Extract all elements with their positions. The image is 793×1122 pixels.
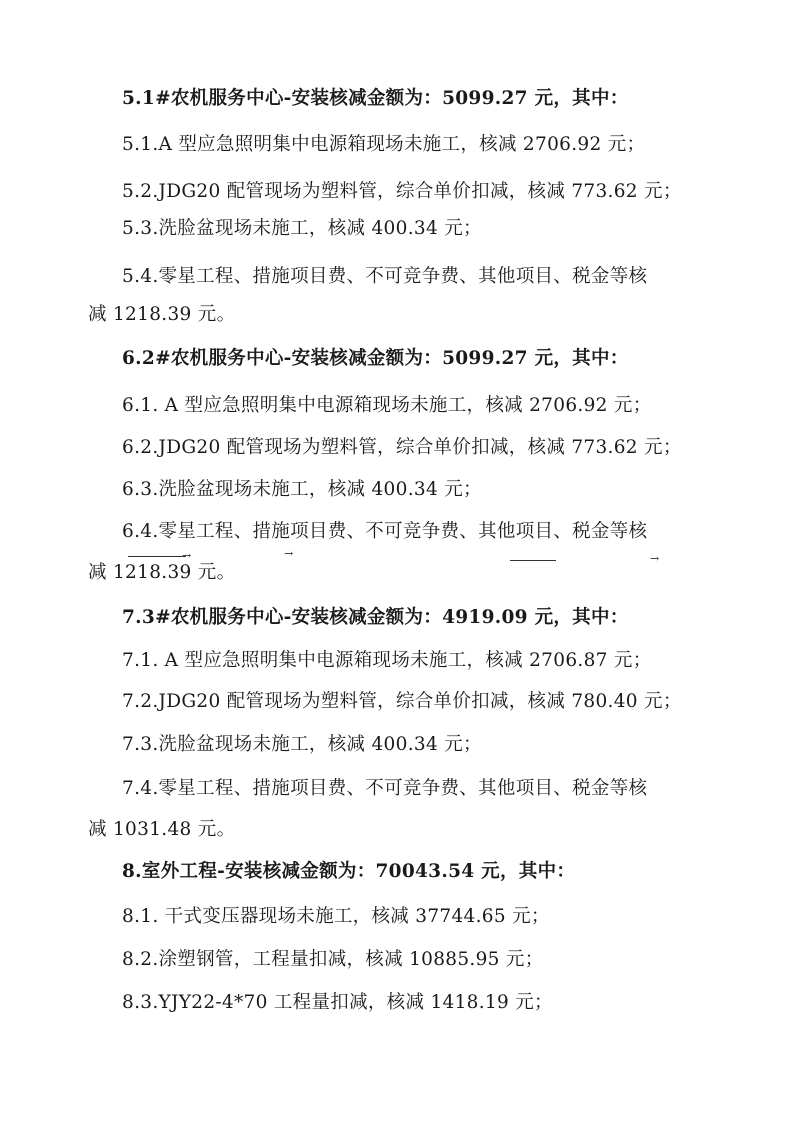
list-item: 8.2.涂塑钢管，工程量扣减，核减 10885.95 元； (122, 949, 544, 970)
list-item: 8.1. 干式变压器现场未施工，核减 37744.65 元； (122, 906, 550, 927)
list-item: 5.3.洗脸盆现场未施工，核减 400.34 元； (122, 218, 482, 239)
list-item: 7.4.零星工程、措施项目费、不可竞争费、其他项目、税金等核 (122, 778, 648, 799)
section-heading: 6.2#农机服务中心-安装核减金额为：5099.27 元，其中： (122, 348, 629, 369)
list-item: 7.2.JDG20 配管现场为塑料管，综合单价扣减，核减 780.40 元； (122, 691, 682, 712)
list-item-continuation: 减 1218.39 元。 (88, 304, 236, 325)
list-item: 5.4.零星工程、措施项目费、不可竞争费、其他项目、税金等核 (122, 266, 648, 287)
list-item: 5.2.JDG20 配管现场为塑料管，综合单价扣减，核减 773.62 元； (122, 181, 682, 202)
scan-mark: → (650, 552, 660, 565)
scan-mark (128, 556, 186, 557)
section-heading: 5.1#农机服务中心-安装核减金额为：5099.27 元，其中： (122, 88, 629, 109)
scan-mark: → (182, 549, 192, 562)
scan-mark: → (284, 547, 294, 560)
list-item: 6.1. A 型应急照明集中电源箱现场未施工，核减 2706.92 元； (122, 395, 652, 416)
scan-mark (510, 560, 556, 561)
list-item: 6.2.JDG20 配管现场为塑料管，综合单价扣减，核减 773.62 元； (122, 437, 682, 458)
list-item: 6.3.洗脸盆现场未施工，核减 400.34 元； (122, 479, 482, 500)
list-item-continuation: 减 1218.39 元。 (88, 562, 236, 583)
list-item: 5.1.A 型应急照明集中电源箱现场未施工，核减 2706.92 元； (122, 134, 646, 155)
list-item: 7.3.洗脸盆现场未施工，核减 400.34 元； (122, 734, 482, 755)
list-item: 6.4.零星工程、措施项目费、不可竞争费、其他项目、税金等核 (122, 521, 648, 542)
section-heading: 8.室外工程-安装核减金额为：70043.54 元，其中： (122, 861, 576, 882)
list-item-continuation: 减 1031.48 元。 (88, 819, 236, 840)
list-item: 7.1. A 型应急照明集中电源箱现场未施工，核减 2706.87 元； (122, 650, 652, 671)
list-item: 8.3.YJY22-4*70 工程量扣减，核减 1418.19 元； (122, 992, 553, 1013)
section-heading: 7.3#农机服务中心-安装核减金额为：4919.09 元，其中： (122, 607, 629, 628)
